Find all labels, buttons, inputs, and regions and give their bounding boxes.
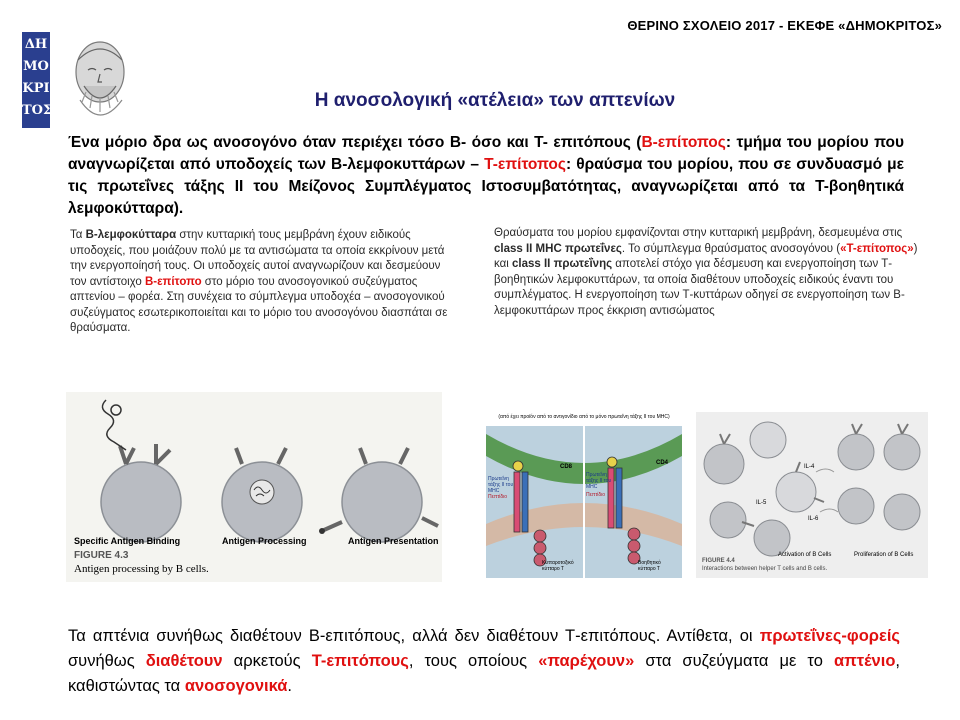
right-mhc: class II MHC πρωτεΐνες	[494, 242, 622, 255]
bottom-text-4: , τους οποίους	[408, 652, 539, 670]
t-cell-description	[494, 226, 920, 319]
fig2-top-label: (από έχει προϊόν από το αντιγονίδιο από το μόνο πρωτεΐνη τάξης ΙΙ του MHC)	[498, 414, 670, 420]
fig2-bottom-left: Κυτταροτοξικό κύτταρο Τ	[542, 560, 574, 572]
right-t-epitope: «Τ-επίτοπος»	[840, 242, 914, 255]
b-cell-description	[70, 228, 450, 337]
header-text: ΘΕΡΙΝΟ ΣΧΟΛΕΙΟ 2017 - ΕΚΕΦΕ «ΔΗΜΟΚΡΙΤΟΣ»	[627, 18, 942, 33]
left-text-1: Τα	[70, 229, 86, 241]
fig2-bottom-right: Βοηθητικό κύτταρο Τ	[638, 560, 661, 572]
fig3-figure-number: FIGURE 4.4	[702, 558, 735, 564]
left-b-cells: Β-λεμφοκύτταρα	[85, 229, 177, 241]
intro-text-3: : θραύσμα του μορίου, που σε συνδυασμό με τις πρωτεΐνες τάξης ΙΙ του Μείζονος Συμπλέγματος Ιστοσυμβατότητας, αναγνωρίζεται από τα Τ-βοηθητικά λεμφοκύτταρα).	[68, 156, 904, 217]
fig1-label-processing: Antigen Processing	[222, 536, 307, 546]
left-text-2: στην κυτταρική τους μεμβράνη έχουν ειδικούς υποδοχείς, που μοιάζουν πολύ με τα αντισώματα τα οποία εκκρίνουν μετά την ενεργοποίησή τους. Οι υποδοχείς αυτοί αναγνωρίζουν και δεσμεύουν τον αντίστοιχο	[70, 229, 445, 288]
fig1-label-presentation: Antigen Presentation	[348, 536, 439, 546]
right-text-4: αποτελεί στόχο για δέσμευση και ενεργοποίηση των Τ-βοηθητικών λεμφοκυττάρων, τα οποία διαθέτουν υποδοχείς ειδικούς έναντι του συμπλέγματος. Η ενεργοποίηση των Τ-κυττάρων οδηγεί σε ενεργοποίηση των Β-λεμφοκυττάρων προς έκκριση αντισώματος	[494, 258, 905, 317]
figure-antigen-processing	[66, 392, 442, 582]
fig2-left-label-1: Πρωτεΐνη τάξης ΙΙ του MHC	[488, 476, 514, 494]
figure-tb-interactions	[696, 412, 928, 578]
bottom-text-6: , καθιστώντας τα	[68, 652, 900, 695]
fig2-cd8: CD8	[560, 464, 573, 470]
bottom-have: διαθέτουν	[145, 652, 223, 670]
intro-b-epitope: Β-επίτοπος	[641, 134, 726, 151]
fig3-label-proliferation: Proliferation of B Cells	[854, 552, 914, 558]
logo-letters-2: ΜΟ	[23, 59, 49, 74]
bottom-hapten: απτένιο	[833, 652, 896, 670]
right-class2: class II πρωτεΐνης	[512, 258, 613, 270]
bottom-text-2: συνήθως	[68, 652, 146, 670]
bottom-carriers: πρωτεΐνες-φορείς	[759, 627, 900, 645]
bottom-provide: «παρέχουν»	[538, 652, 635, 670]
bottom-immunogenic: ανοσογονικά	[184, 677, 288, 695]
cell-binding-icon	[101, 400, 181, 542]
right-text-2: . Το σύμπλεγμα θραύσματος ανοσογόνου (	[621, 242, 841, 255]
cell-processing-icon	[222, 448, 302, 542]
fig2-cd4: CD4	[656, 460, 669, 466]
logo-letters-4: ΤΟΣ	[22, 103, 53, 118]
bottom-text-1: Τα απτένια συνήθως διαθέτουν Β-επιτόπους, αλλά δεν διαθέτουν Τ-επιτόπους. Αντίθετα, οι	[68, 627, 760, 645]
cells-cluster-icon	[704, 422, 920, 556]
fig1-label-binding: Specific Antigen Binding	[74, 536, 181, 546]
logo-letters-3: ΚΡΙ	[22, 81, 50, 96]
cell-presentation-icon	[319, 448, 438, 542]
fig3-marker-3: IL-6	[808, 516, 819, 522]
bottom-t-epitopes: Τ-επιτόπους	[311, 652, 409, 670]
bottom-text-3: αρκετούς	[222, 652, 312, 670]
bottom-text-7: .	[287, 677, 292, 695]
fig1-figure-number: FIGURE 4.3	[74, 550, 129, 561]
right-text-3: ) και	[494, 242, 918, 270]
conclusion-paragraph	[68, 624, 900, 699]
intro-text-2: : τμήμα του μορίου που αναγνωρίζεται από υποδοχείς των Β-λεμφοκυττάρων –	[68, 134, 904, 173]
intro-text-1: Ένα μόριο δρα ως ανοσογόνο όταν περιέχει τόσο Β- όσο και Τ- επιτόπους (	[68, 134, 642, 151]
fig2-left-label-2: Πεπτίδιο	[488, 494, 508, 500]
logo-letters-1: ΔΗ	[24, 37, 48, 52]
fig3-caption: Interactions between helper T cells and B cells.	[702, 566, 828, 572]
bottom-text-5: στα συζεύγματα με το	[634, 652, 834, 670]
fig3-marker-2: IL-5	[756, 500, 767, 506]
fig1-caption: Antigen processing by B cells.	[74, 563, 209, 575]
fig3-marker-1: IL-4	[804, 464, 815, 470]
figure-mhc-classes	[486, 412, 682, 578]
fig2-right-label-1: Πρωτεΐνη τάξης ΙΙ του MHC	[586, 472, 612, 490]
fig3-label-activation: Activation of B Cells	[778, 552, 832, 558]
right-text-1: Θραύσματα του μορίου εμφανίζονται στην κυτταρική μεμβράνη, δεσμευμένα στις	[494, 227, 903, 239]
intro-t-epitope: Τ-επίτοπος	[484, 156, 566, 173]
slide-title: Η ανοσολογική «ατέλεια» των απτενίων	[314, 90, 676, 111]
fig2-right-label-2: Πεπτίδιο	[586, 492, 606, 498]
left-text-3: στο μόριο του ανοσογονικού συζεύγματος απτενίου – φορέα. Στη συνέχεια το σύμπλεγμα υποδοχέα – ανοσογονικού συζεύγματος εσωτερικοποιείται και το μόριο του ανοσογόνου διασπάται σε θραύσματα.	[70, 275, 448, 334]
left-b-epitope: Β-επίτοπο	[144, 275, 202, 288]
intro-paragraph	[68, 132, 904, 220]
democritus-logo	[8, 30, 132, 130]
